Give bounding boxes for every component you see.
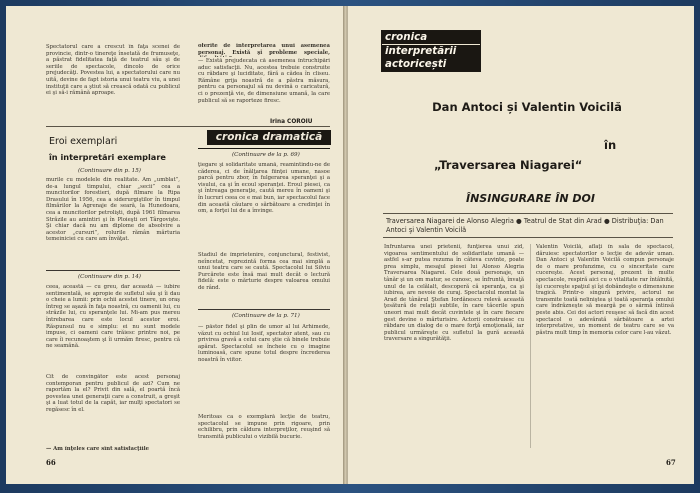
left-page-number: 66 <box>46 458 56 467</box>
column-divider <box>530 244 531 448</box>
credits-top-rule <box>383 213 673 214</box>
banner-line-3: actoricești <box>382 58 480 71</box>
right-page-number: 67 <box>666 458 676 467</box>
continued-note-1: (Continuare din p. 15) <box>78 168 141 174</box>
article-subtitle: ÎNSINGURARE ÎN DOI <box>466 192 595 205</box>
left-col2-body-4: Meritoas ca o exemplară lecţie de teatru, spectacolul se impune prin rigoare, prin echilibru, prin căldura interpreţilor, reuşind să transmită publicului o vizibilă bucurie. <box>198 414 330 440</box>
right-col1-text: Înfruntarea unei prietenii, funţierea unui zid, vigoarea sentimentului de solidaritate umană — astfel s-ar putea rezuma în câteva cuvinte, poate prea simplu, mesajul piesei lui Alonso Alegria Traversarea Niagarei. Cele două personaje, un tânăr şi un om matur, se cunosc, se înfruntă, învaţă unul de la celălalt, descoperă că speranţa, ca şi iubirea, are nevoie de curaj. Spectacolul montat la Arad de tânărul Ştefan Iordănescu relevă această ţesătură de relaţii subtile, în care tăcerile spun uneori mai mult decât cuvintele şi în care fiecare gest devine o mărturisire. Actorii construiesc cu răbdare un dialog de o mare forţă emoţională, iar publicul urmăreşte cu sufletul la gură această traversare a singurătăţii. <box>384 244 524 343</box>
right-page <box>347 6 694 484</box>
col1-rule <box>46 270 180 271</box>
left-col1-body-3: Cît de convingător este acest personaj contemporan pentru publicul de azi? Cum ne raportăm la el? Privit din sală, el poartă încă povestea unei generaţii care a construit, a greşit şi a luat totul de la capăt, iar mulţi spectatori se regăsesc în el. <box>46 374 180 413</box>
continued-note-4: (Continuare de la p. 71) <box>232 313 300 319</box>
continued-note-2: (Continuare din p. 14) <box>78 274 141 280</box>
left-top-col1-text: Spectatorul care a crescut în faţa scenei de provincie, dintr-o tinereţe însetată de frumuseţe, a păstrat fidelitatea faţă de teatrul său şi de seriile de spectacole, dincolo de orice prejudecăţi. Povestea lui, a spectatorului care nu uită, devine de fapt istoria unui teatru viu, a unei instituţii care a ştiut să crească odată cu publicul ei şi să-i rămână aproape. <box>46 44 180 97</box>
col2-rule <box>198 309 330 310</box>
right-col2-text: Valentin Voicilă, aflaţi în sala de spectacol, dăruiesc spectatorilor o lecţie de adevăr uman. Dan Antoci şi Valentin Voicilă compun personaje de o mare profunzime, cu o sinceritate care cucereşte. Acest personaj, prezent în multe spectacole, respiră aici cu o vitalitate rar întâlnită, îşi cucereşte spaţiul şi îşi dobândeşte o dimensiune tragică. Printr-o singură privire, actorul ne transmite toată neliniştea şi toată speranţa omului care îndrăzneşte să meargă pe o sârmă întinsă peste abis. Cei doi actori reuşesc să facă din acest spectacol o adevărată sărbătoare a artei interpretative, un moment de teatru care se va păstra mult timp în memoria celor care l-au văzut. <box>536 244 674 336</box>
left-col2-body-2: Stadiul de împrietenire, conjunctural, festivist, neîncetat, reprezintă forma cea mai simplă a unui teatru care se caută. Spectacolul lui Silviu Purcărete este însă mai mult decât o lectură fidelă: este o mărturie despre valoarea omului de rând. <box>198 252 330 291</box>
article-title-in: în <box>604 138 617 152</box>
banner-line-1: cronica <box>382 31 480 44</box>
left-col1-body-1: murile cu modelele din realitate. Am „umblat”, de-a lungul timpului, chiar „secii” cea a muncitorilor forestieri, după filmare la Ripa Drasului în 1956, cea a siderurgiştilor în timpul filmărilor la Agrenaje de seară, la Hunedoara, cea a muncitorilor petrolişti, după 1961 filmarea Străzile au amintiri şi în Ploieşti ori Târgovişte. Şi chiar dacă nu am diplome de absolvire a acestor „cursuri”, rolurile rămân mărturia temeiniciei cu care am învăţat. <box>46 177 180 243</box>
article-title-names: Dan Antoci și Valentin Voicilă <box>432 100 622 114</box>
left-col2-body-1: ţiegare şi solidaritate umană, reamintindu-ne de căderea, ci de înălţarea fiinţei umane, nasoe parcă pentru zbor, în fulgerarea speranţei şi a visului, ca şi în ecoul speranţei. Eroul piesei, ca şi întreaga generaţie, caută mereu în oameni şi în lucruri ceea ce e mai bun, iar spectacolul face din această căutare o sărbătoare a credinţei în om, a forţei lui de a învinge. <box>198 162 330 215</box>
top-divider <box>46 126 330 127</box>
left-col1-body-3-bold: — Am înţeles care sînt satisfacţiile <box>46 446 150 452</box>
section-subtitle: în interpretări exemplare <box>49 152 166 162</box>
left-top-col2-bold: oferite de interpretarea unui asemenea personaj. Există şi probleme speciale, <box>198 43 330 56</box>
section-title: Eroi exemplari <box>49 136 118 147</box>
banner-line-2: interpretării <box>382 45 480 58</box>
article-title-play: „Traversarea Niagarei“ <box>434 158 583 172</box>
cronica-dramatica-heading: cronica dramatică <box>207 130 331 145</box>
signature: Irina COROIU <box>270 119 313 125</box>
cronica-interpretarii-banner <box>381 30 481 72</box>
left-col1-body-2: ceea, această — cu greu, dar această — iubire sentimentală, se apropie de sufletul său şi îi dau o cheie a lumii: prin ochii acestei tinere, un oraş întreg se aşază în faţa noastră, cu oamenii lui, cu străzile lui, cu speranţele lui. Mi-am pus mereu întrebarea care este locul acestor eroi. Răspunsul nu e simplu: ei nu sunt modele impuse, ci oameni care trăiesc printre noi, pe care îi recunoaştem şi îi urmăm firesc, pentru că ne seamănă. <box>46 284 180 350</box>
play-credits: Traversarea Niagarei de Alonso Alegria ● Teatrul de Stat din Arad ● Distribuţia: Dan Antoci şi Valentin Voicilă <box>386 217 664 234</box>
left-page <box>6 6 345 484</box>
left-top-col2-text: — Există prejudecata că asemenea întruchipări aduc satisfacţii. Nu, acestea trebuie construite cu răbdare şi luciditate, fără a cădea în cliseu. Rămâne grija noastră de a păstra măsura, pentru ca personajul să nu devină o caricatură, ci o prezenţă vie, de dimensiune umană, la care publicul să se raporteze firesc. <box>198 58 330 104</box>
continued-note-3: (Continuare de la p. 69) <box>232 152 300 158</box>
credits-bottom-rule <box>383 237 673 238</box>
cronica-underline <box>198 148 330 149</box>
left-col2-body-3: — păstor fidel şi plin de umor al lui Arhimede, văzut cu ochiul lui Iosif, spectator atent, sau cu privirea gravă a celui care ştie că binele trebuie apărat. Spectacolul se încheie cu o imagine luminoasă, care spune totul despre încrederea noastră în viitor. <box>198 324 330 363</box>
